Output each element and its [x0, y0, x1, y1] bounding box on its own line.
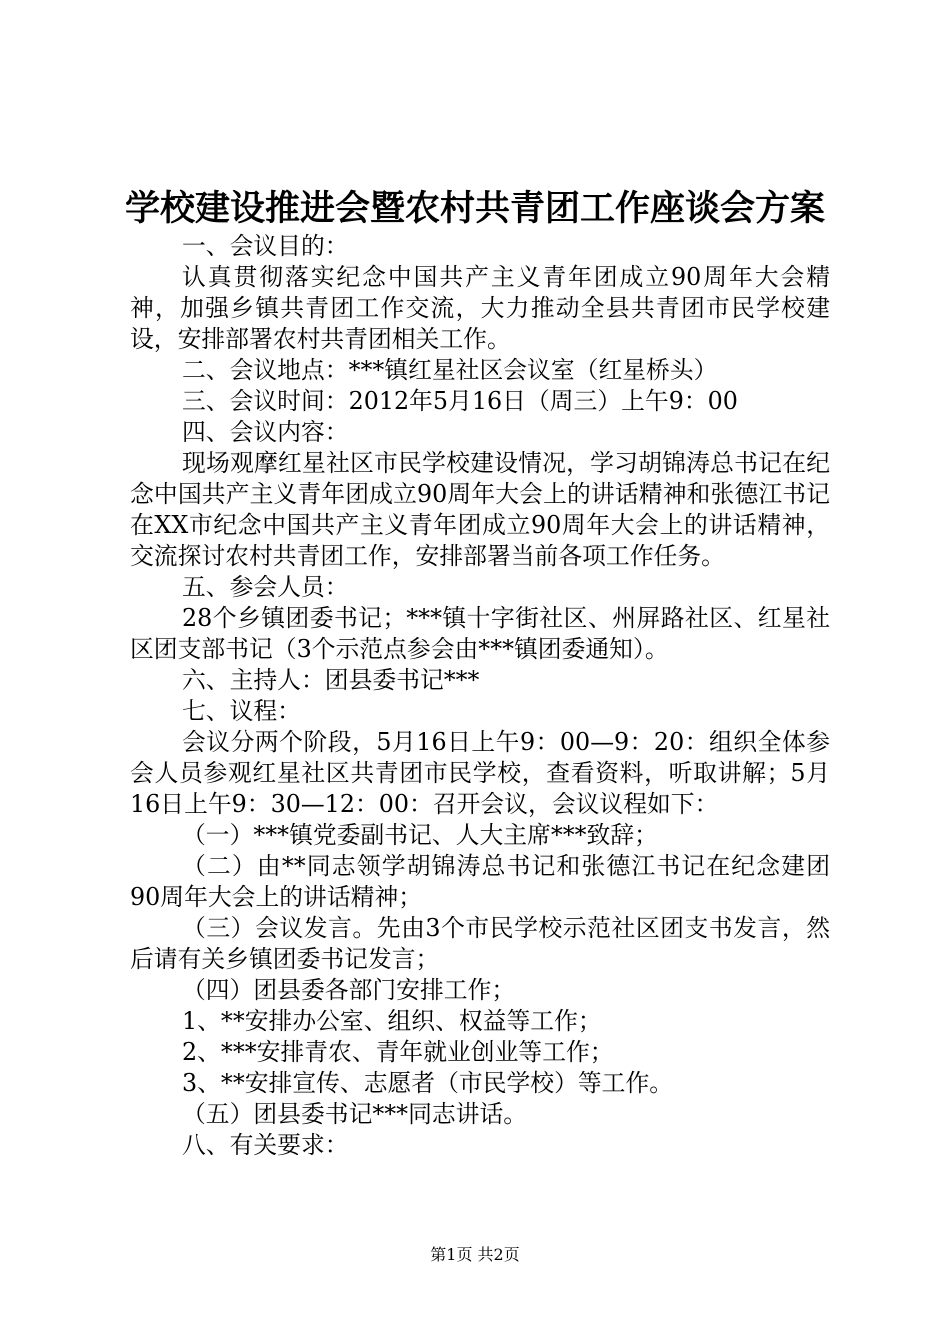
agenda-item-2: （二）由**同志领学胡锦涛总书记和张德江书记在纪念建团90周年大会上的讲话精神； — [130, 852, 830, 911]
page-footer: 第1页 共2页 — [430, 1245, 520, 1264]
document-body — [130, 231, 830, 1161]
agenda-subitem-2: 2、***安排青农、青年就业创业等工作； — [182, 1038, 614, 1066]
agenda-item-1: （一）***镇党委副书记、人大主席***致辞； — [182, 821, 658, 849]
section-heading-host: 六、主持人：团县委书记*** — [182, 666, 480, 694]
agenda-subitem-3: 3、**安排宣传、志愿者（市民学校）等工作。 — [182, 1069, 674, 1097]
section-heading-time: 三、会议时间：2012年5月16日（周三）上午9：00 — [182, 387, 738, 415]
section-heading-requirements: 八、有关要求： — [182, 1131, 349, 1159]
section-heading-content: 四、会议内容： — [182, 418, 349, 446]
agenda-item-3: （三）会议发言。先由3个市民学校示范社区团支书发言，然后请有关乡镇团委书记发言； — [130, 914, 830, 973]
section-heading-agenda: 七、议程： — [182, 697, 301, 725]
paragraph-attendees: 28个乡镇团委书记；***镇十字街社区、州屏路社区、红星社区团支部书记（3个示范点参会由***镇团委通知）。 — [130, 604, 830, 663]
section-heading-attendees: 五、参会人员： — [182, 573, 349, 601]
document-title: 学校建设推进会暨农村共青团工作座谈会方案 — [124, 188, 825, 229]
paragraph-agenda: 会议分两个阶段，5月16日上午9：00—9：20：组织全体参会人员参观红星社区共青团市民学校，查看资料，听取讲解；5月16日上午9：30—12：00：召开会议，会议议程如下： — [130, 728, 830, 818]
paragraph-content: 现场观摩红星社区市民学校建设情况，学习胡锦涛总书记在纪念中国共产主义青年团成立90周年大会上的讲话精神和张德江书记在XX市纪念中国共产主义青年团成立90周年大会上的讲话精神，交流探讨农村共青团工作，安排部署当前各项工作任务。 — [130, 449, 830, 570]
section-heading-purpose: 一、会议目的： — [182, 232, 349, 260]
paragraph-purpose: 认真贯彻落实纪念中国共产主义青年团成立90周年大会精神，加强乡镇共青团工作交流，大力推动全县共青团市民学校建设，安排部署农村共青团相关工作。 — [130, 263, 830, 353]
agenda-subitem-1: 1、**安排办公室、组织、权益等工作； — [182, 1007, 602, 1035]
agenda-item-4: （四）团县委各部门安排工作； — [182, 976, 516, 1004]
agenda-item-5: （五）团县委书记***同志讲话。 — [182, 1100, 528, 1128]
section-heading-location: 二、会议地点：***镇红星社区会议室（红星桥头） — [182, 356, 718, 384]
